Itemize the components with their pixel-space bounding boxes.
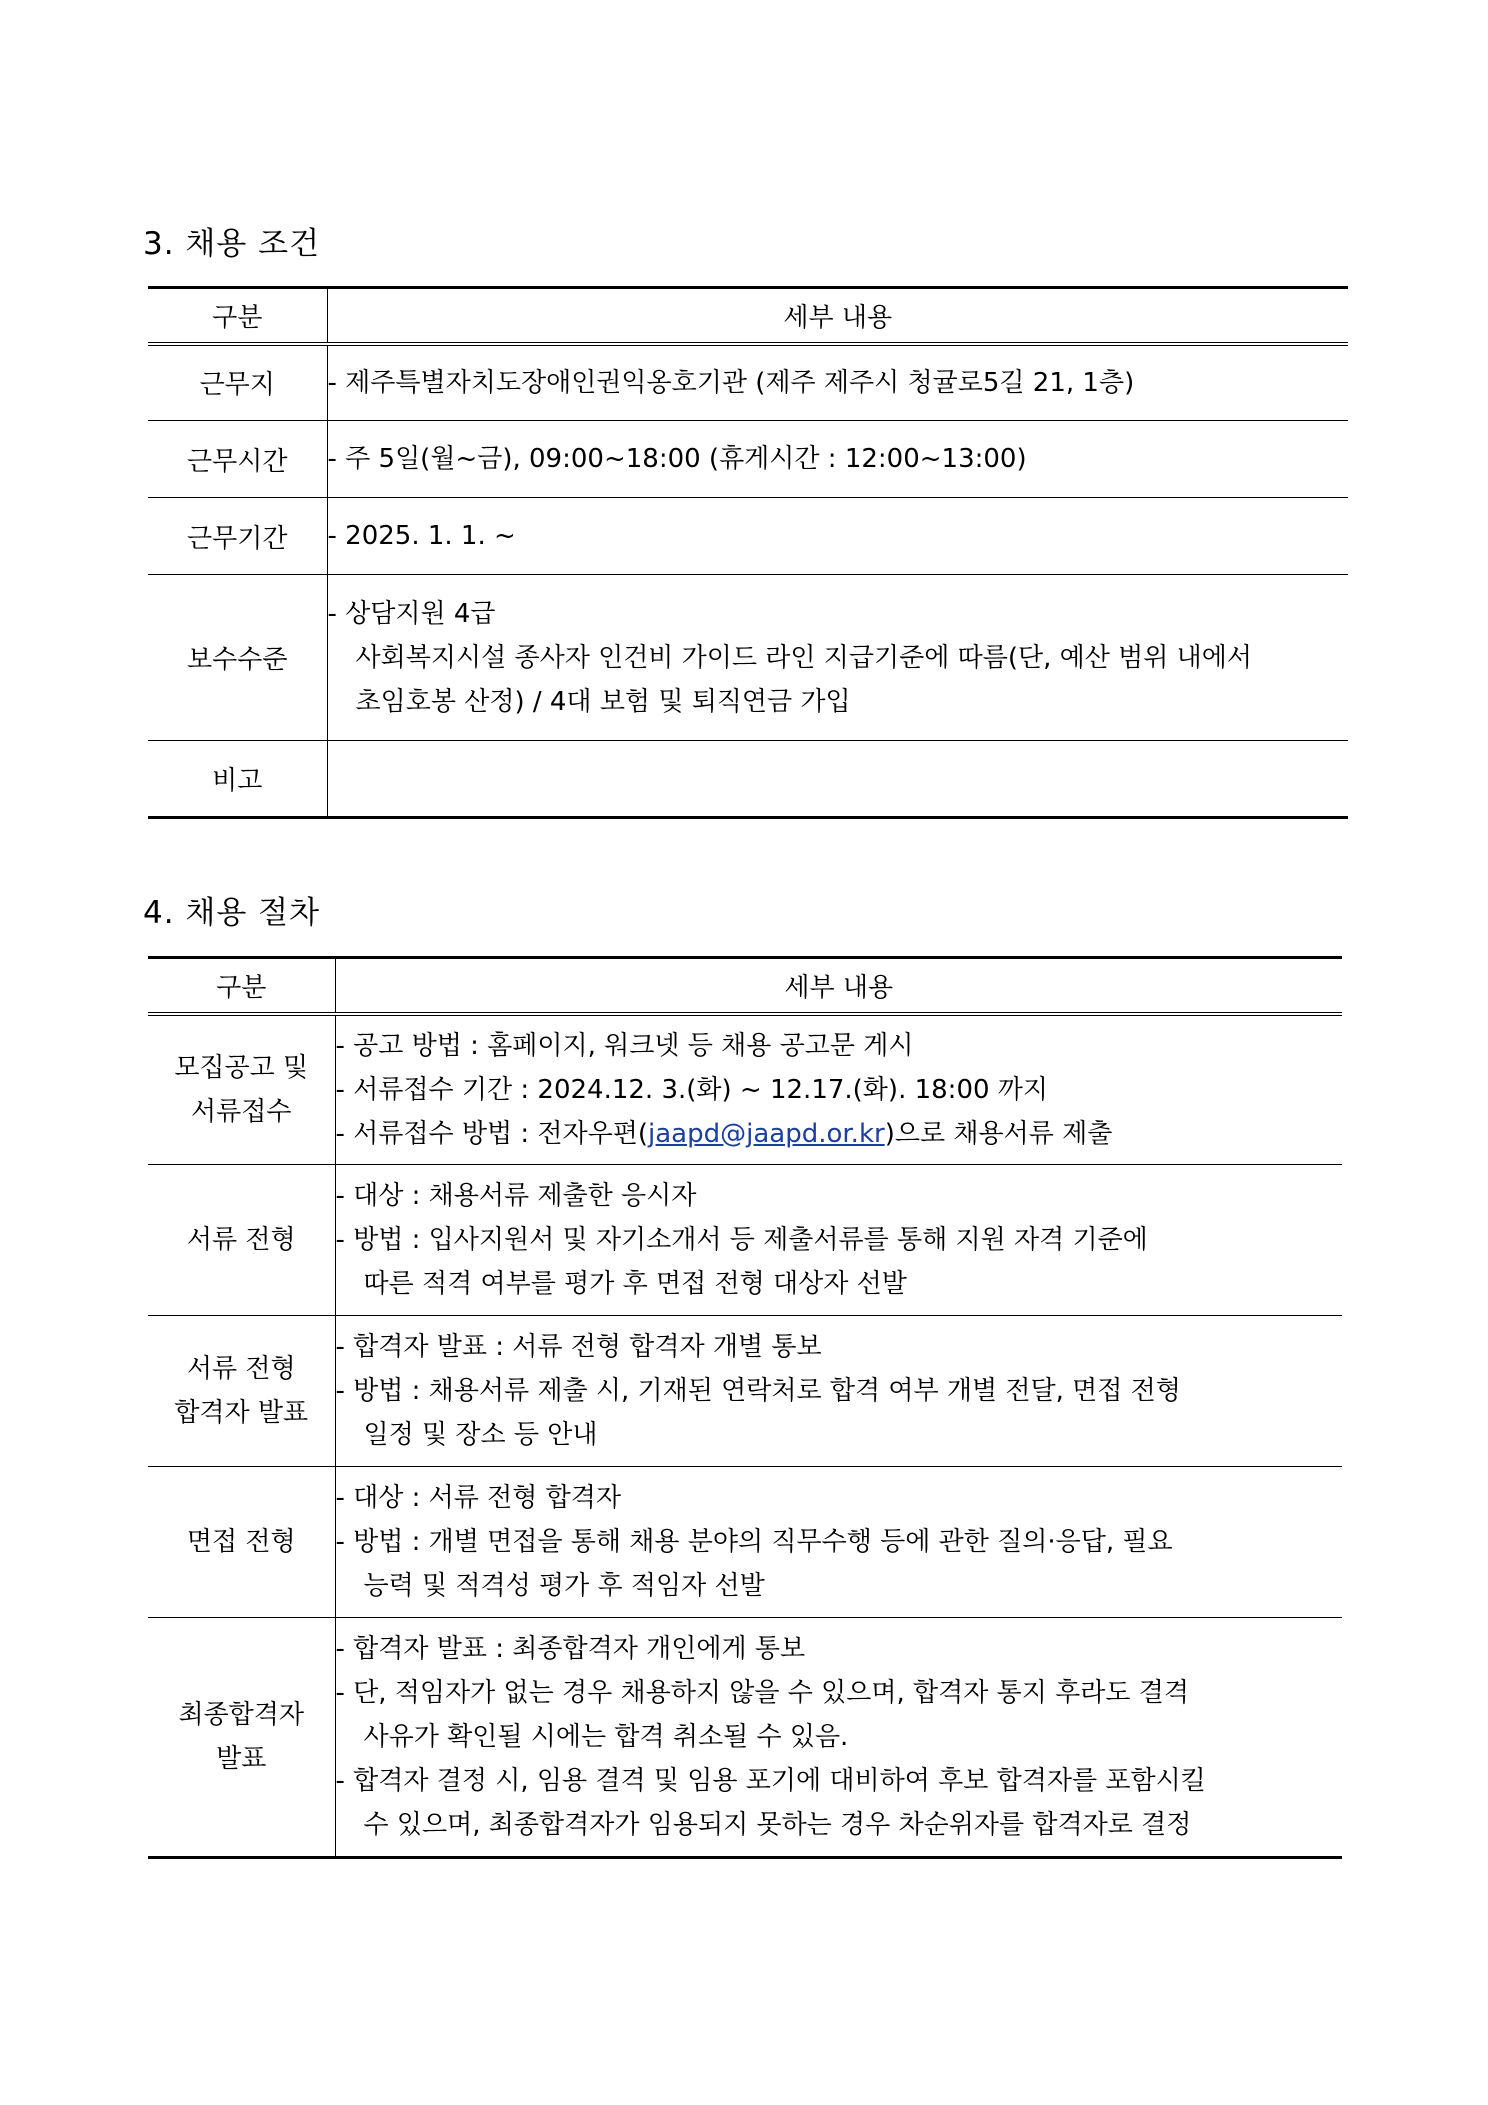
content-line: 일정 및 장소 등 안내 — [363, 1420, 598, 1450]
row-label: 근무기간 — [148, 498, 327, 575]
row-label-line: 모집공고 및 — [174, 1052, 309, 1083]
row-content — [327, 575, 1348, 741]
row-label-line: 서류접수 — [191, 1096, 292, 1127]
header-details: 세부 내용 — [335, 958, 1342, 1014]
row-label: 보수수준 — [148, 575, 327, 741]
hiring-procedure-table — [148, 956, 1342, 1859]
email-line-suffix: )으로 채용서류 제출 — [884, 1118, 1113, 1149]
table-row — [148, 1165, 1342, 1316]
section-3-title: 3. 채용 조건 — [143, 226, 321, 262]
row-label: 비고 — [148, 741, 327, 818]
content-line: - 대상 : 채용서류 제출한 응시자 — [335, 1181, 697, 1211]
header-category: 구분 — [148, 288, 327, 344]
content-line: - 방법 : 입사지원서 및 자기소개서 등 제출서류를 통해 지원 자격 기준에 — [335, 1225, 1148, 1255]
content-line: - 공고 방법 : 홈페이지, 워크넷 등 채용 공고문 게시 — [335, 1030, 914, 1061]
content-line: - 2025. 1. 1. ~ — [327, 521, 516, 551]
row-label: 근무지 — [148, 344, 327, 421]
content-line: - 방법 : 개별 면접을 통해 채용 분야의 직무수행 등에 관한 질의·응답, 필요 — [335, 1527, 1173, 1557]
row-label — [148, 1316, 335, 1467]
section-4-title: 4. 채용 절차 — [143, 895, 321, 931]
content-line: - 방법 : 채용서류 제출 시, 기재된 연락처로 합격 여부 개별 전달, 면접 전형 — [335, 1376, 1181, 1406]
row-content — [335, 1165, 1342, 1316]
content-line: - 상담지원 4급 — [327, 598, 496, 629]
row-label: 근무시간 — [148, 421, 327, 498]
row-label — [148, 1467, 335, 1618]
content-line: - 제주특별자치도장애인권익옹호기관 (제주 제주시 청귤로5길 21, 1층) — [327, 367, 1135, 398]
row-label — [148, 1165, 335, 1316]
content-line: 초임호봉 산정) / 4대 보험 및 퇴직연금 가입 — [355, 686, 851, 717]
row-content — [327, 498, 1348, 575]
content-line: - 서류접수 기간 : 2024.12. 3.(화) ~ 12.17.(화). 18:00 까지 — [335, 1074, 1049, 1105]
table-row — [148, 741, 1348, 818]
content-line: 능력 및 적격성 평가 후 적임자 선발 — [363, 1571, 765, 1601]
content-line: - 주 5일(월~금), 09:00~18:00 (휴게시간 : 12:00~13:00) — [327, 444, 1027, 474]
content-line: - 합격자 발표 : 최종합격자 개인에게 통보 — [335, 1634, 806, 1664]
table-row — [148, 1618, 1342, 1858]
content-line: - 합격자 결정 시, 임용 결격 및 임용 포기에 대비하여 후보 합격자를 포함시킬 — [335, 1766, 1206, 1796]
row-label-line: 서류 전형 — [186, 1354, 296, 1384]
table-row — [148, 1316, 1342, 1467]
content-line: - 단, 적임자가 없는 경우 채용하지 않을 수 있으며, 합격자 통지 후라도 결격 — [335, 1678, 1189, 1708]
table-header-row — [148, 958, 1342, 1014]
table-row — [148, 498, 1348, 575]
row-label-line: 합격자 발표 — [174, 1398, 309, 1428]
content-line: 수 있으며, 최종합격자가 임용되지 못하는 경우 차순위자를 합격자로 결정 — [363, 1810, 1192, 1840]
header-category: 구분 — [148, 958, 335, 1014]
email-link[interactable]: jaapd@jaapd.or.kr — [648, 1118, 885, 1149]
content-line: 사회복지시설 종사자 인건비 가이드 라인 지급기준에 따름(단, 예산 범위 내에서 — [355, 642, 1253, 673]
row-content — [335, 1014, 1342, 1165]
table-row — [148, 1467, 1342, 1618]
table-row — [148, 1014, 1342, 1165]
content-line — [336, 1112, 1343, 1156]
row-content — [327, 421, 1348, 498]
row-label — [148, 1618, 335, 1858]
row-content — [335, 1316, 1342, 1467]
table-header-row — [148, 288, 1348, 344]
row-content-empty — [327, 741, 1348, 818]
header-details: 세부 내용 — [327, 288, 1348, 344]
email-line-prefix: - 서류접수 방법 : 전자우편( — [335, 1118, 649, 1149]
row-content — [327, 344, 1348, 421]
row-label-line: 면접 전형 — [186, 1527, 296, 1557]
content-line: - 합격자 발표 : 서류 전형 합격자 개별 통보 — [335, 1332, 822, 1362]
content-line: 사유가 확인될 시에는 합격 취소될 수 있음. — [363, 1722, 849, 1752]
row-content — [335, 1467, 1342, 1618]
table-row — [148, 575, 1348, 741]
row-label-line: 최종합격자 — [178, 1700, 305, 1730]
table-row — [148, 344, 1348, 421]
row-content — [335, 1618, 1342, 1858]
row-label — [148, 1014, 335, 1165]
row-label-line: 발표 — [216, 1744, 267, 1774]
employment-conditions-table — [148, 286, 1348, 819]
row-label-line: 서류 전형 — [186, 1225, 296, 1255]
content-line: - 대상 : 서류 전형 합격자 — [335, 1483, 622, 1513]
content-line: 따른 적격 여부를 평가 후 면접 전형 대상자 선발 — [363, 1269, 907, 1299]
table-row — [148, 421, 1348, 498]
